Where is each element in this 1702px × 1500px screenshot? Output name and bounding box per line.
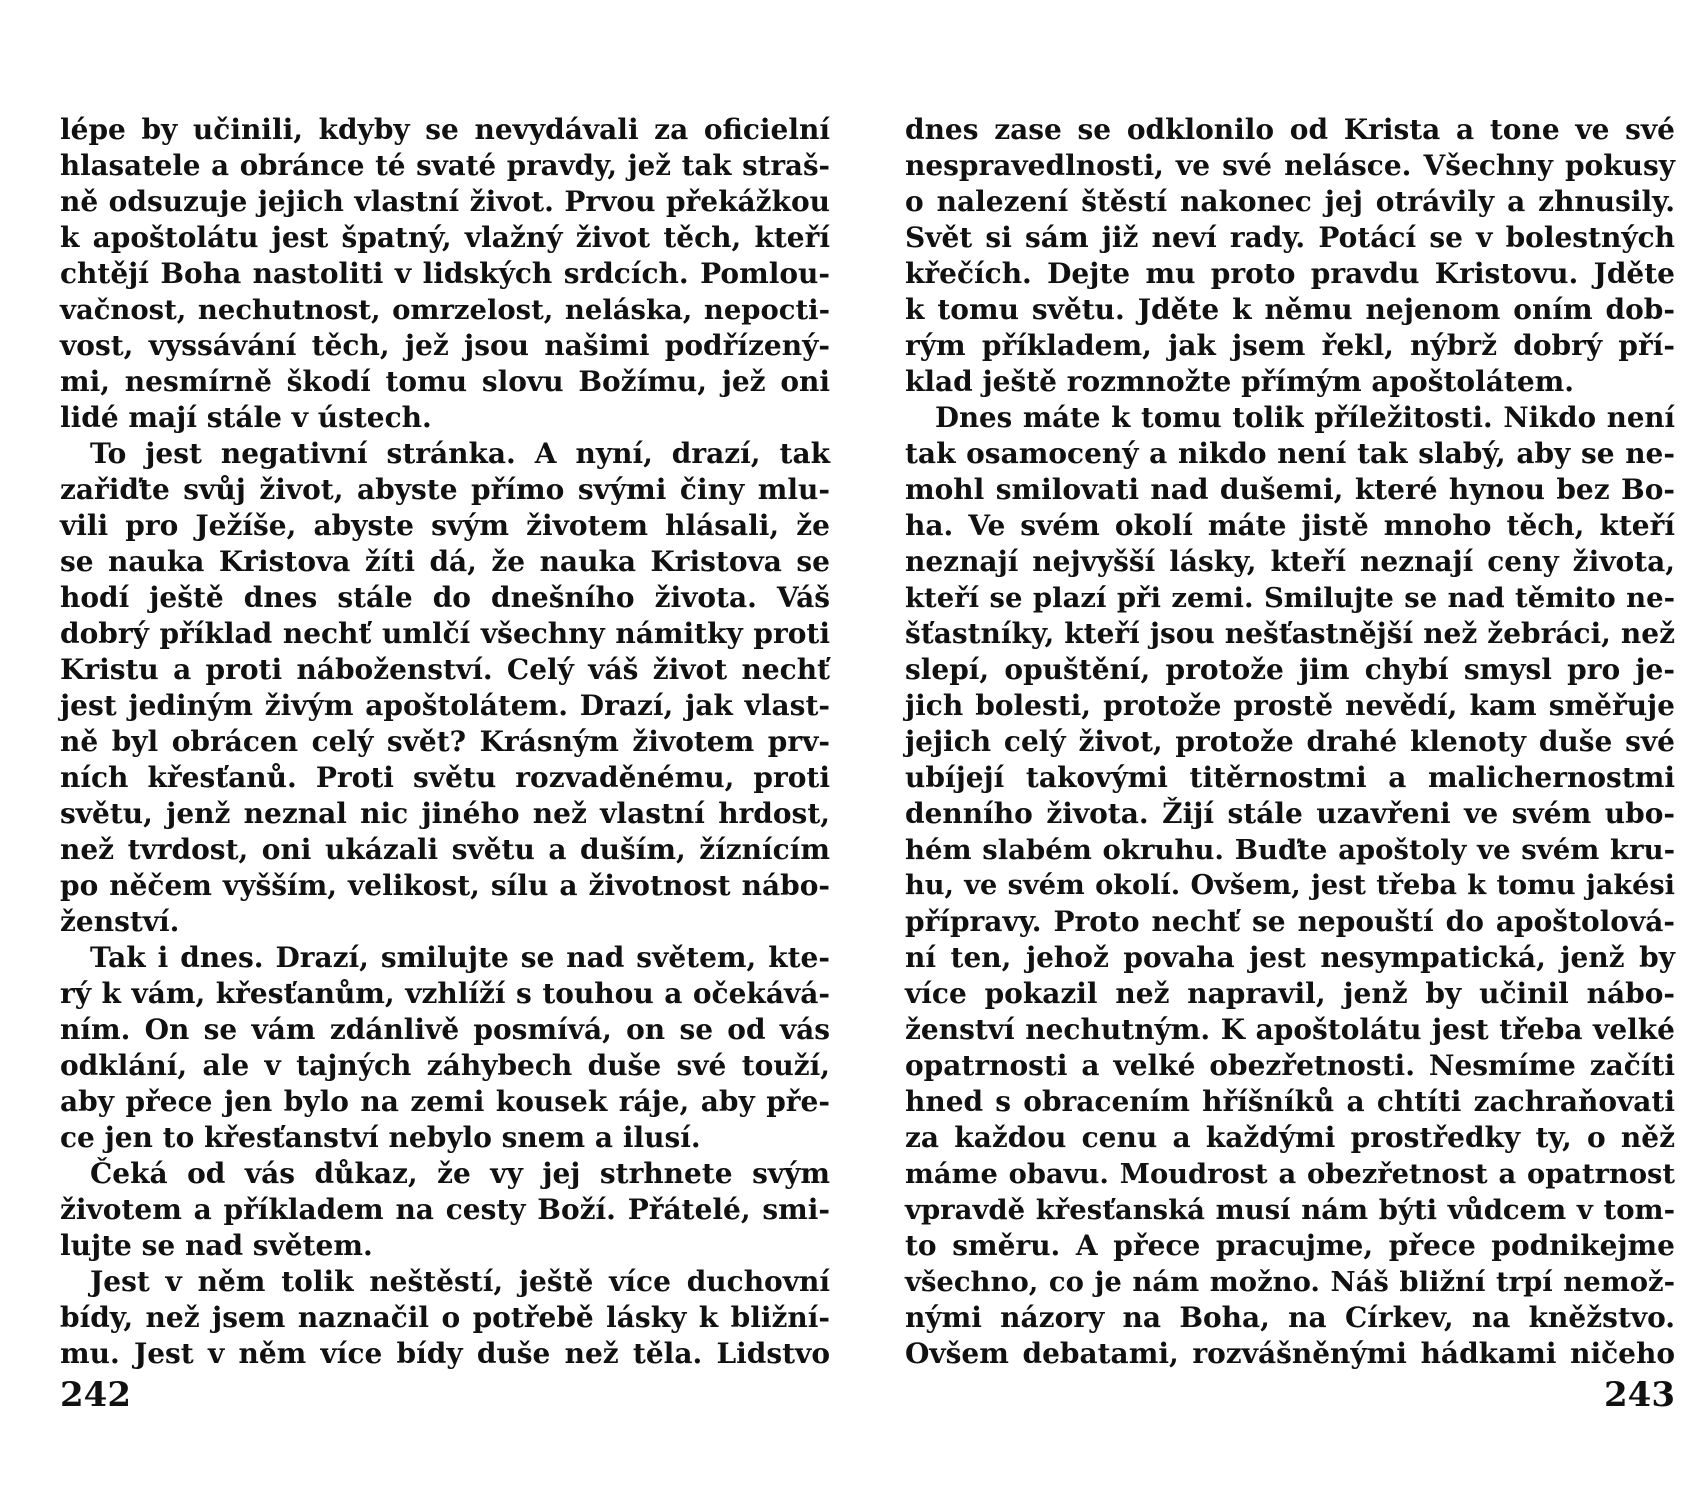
text-line: vost, vyssávání těch, jež jsou našimi podřízený- [60, 329, 830, 362]
text-line: za každou cenu a každými prostředky ty, o něž [905, 1121, 1675, 1154]
right-page-number: 243 [1604, 1375, 1675, 1415]
text-line: klad ještě rozmnožte přímým apoštolátem. [905, 365, 1575, 398]
text-line: ženství nechutným. K apoštolátu jest třeba velké [905, 1013, 1675, 1046]
text-line: mu. Jest v něm více bídy duše než těla. Lidstvo [60, 1337, 830, 1370]
text-line: ženství. [60, 905, 180, 938]
text-line: jejich celý život, protože drahé klenoty duše své [905, 725, 1675, 758]
text-line: mohl smilovati nad dušemi, které hynou bez Bo- [905, 473, 1675, 506]
text-line: světu, jenž neznal nic jiného než vlastní hrdost, [60, 797, 830, 830]
left-page-number: 242 [60, 1375, 131, 1415]
text-line: jich bolesti, protože prostě nevědí, kam směřuje [905, 689, 1675, 722]
text-line: lépe by učinili, kdyby se nevydávali za oficielní [60, 113, 830, 146]
text-line: lidé mají stále v ústech. [60, 401, 432, 434]
text-line: tak osamocený a nikdo není tak slabý, aby se ne- [905, 437, 1675, 470]
text-line: Jest v něm tolik neštěstí, ještě více duchovní [90, 1265, 830, 1298]
text-line: ně odsuzuje jejich vlastní život. Prvou překážkou [60, 185, 830, 218]
text-line: jest jediným živým apoštolátem. Drazí, jak vlast- [60, 689, 830, 722]
text-line: k apoštolátu jest špatný, vlažný život těch, kteří [60, 221, 830, 254]
text-line: bídy, než jsem naznačil o potřebě lásky k bližní- [60, 1301, 830, 1334]
text-line: Ovšem debatami, rozvášněnými hádkami ničeho [905, 1337, 1675, 1370]
text-line: Dnes máte k tomu tolik příležitosti. Nikdo není [935, 401, 1675, 434]
text-line: k tomu světu. Jděte k němu nejenom oním dob- [905, 293, 1675, 326]
text-line: o nalezení štěstí nakonec jej otrávily a zhnusily. [905, 185, 1675, 218]
text-line: šťastníky, kteří jsou nešťastnější než žebráci, než [905, 617, 1675, 650]
text-line: aby přece jen bylo na zemi kousek ráje, aby pře- [60, 1085, 830, 1118]
text-line: ha. Ve svém okolí máte jistě mnoho těch, kteří [905, 509, 1675, 542]
text-line: hém slabém okruhu. Buďte apoštoly ve svém kru- [905, 834, 1675, 866]
text-line: zařiďte svůj život, abyste přímo svými činy mlu- [60, 473, 830, 506]
left-page [60, 112, 830, 1415]
text-line: dobrý příklad nechť umlčí všechny námitky proti [60, 617, 830, 650]
text-line: chtějí Boha nastoliti v lidských srdcích. Pomlou- [60, 257, 830, 290]
text-line: nými názory na Boha, na Církev, na kněžstvo. [905, 1301, 1675, 1334]
text-line: kteří se plazí při zemi. Smilujte se nad těmito ne- [905, 582, 1675, 614]
text-line: Kristu a proti náboženství. Celý váš život nechť [60, 653, 830, 686]
text-line: odklání, ale v tajných záhybech duše své touží, [60, 1049, 830, 1082]
text-line: dnes zase se odklonilo od Krista a tone ve své [905, 113, 1675, 146]
text-line: ních křesťanů. Proti světu rozvaděnému, proti [60, 761, 830, 794]
text-line: slepí, opuštění, protože jim chybí smysl pro je- [905, 653, 1675, 686]
text-line: Čeká od vás důkaz, že vy jej strhnete svým [90, 1157, 830, 1190]
text-line: vili pro Ježíše, abyste svým životem hlásali, že [60, 509, 830, 542]
text-line: ní ten, jehož povaha jest nesympatická, jenž by [905, 941, 1675, 974]
text-line: ně byl obrácen celý svět? Krásným životem prv- [60, 725, 830, 758]
text-line: lujte se nad světem. [60, 1229, 373, 1262]
text-line: Svět si sám již neví rady. Potácí se v bolestných [905, 221, 1675, 254]
text-line: opatrnosti a velké obezřetnosti. Nesmíme začíti [905, 1049, 1675, 1082]
text-line: To jest negativní stránka. A nyní, drazí, tak [90, 437, 830, 470]
text-line: vačnost, nechutnost, omrzelost, neláska, nepocti- [60, 294, 830, 326]
text-line: Tak i dnes. Drazí, smilujte se nad světem, kte- [90, 941, 830, 974]
right-page-text [905, 112, 1675, 1370]
text-line: ním. On se vám zdánlivě posmívá, on se od vás [60, 1013, 830, 1046]
text-line: po něčem vyšším, velikost, sílu a životnost nábo- [60, 869, 830, 902]
text-line: máme obavu. Moudrost a obezřetnost a opatrnost [905, 1158, 1675, 1190]
text-line: přípravy. Proto nechť se nepouští do apoštolová- [905, 905, 1675, 938]
text-line: hlasatele a obránce té svaté pravdy, jež tak straš- [60, 149, 830, 182]
text-line: ubíjejí takovými titěrnostmi a malichernostmi [905, 761, 1675, 794]
text-line: se nauka Kristova žíti dá, že nauka Kristova se [60, 545, 830, 578]
right-page [905, 112, 1675, 1415]
text-line: hodí ještě dnes stále do dnešního života. Váš [60, 581, 830, 614]
text-line: hned s obracením hříšníků a chtíti zachraňovati [905, 1085, 1675, 1118]
text-line: to směru. A přece pracujme, přece podnikejme [905, 1229, 1675, 1262]
text-line: hu, ve svém okolí. Ovšem, jest třeba k tomu jakési [905, 870, 1675, 901]
text-line: více pokazil než napravil, jenž by učinil nábo- [905, 977, 1675, 1010]
text-line: mi, nesmírně škodí tomu slovu Božímu, jež oni [60, 365, 830, 398]
left-page-text [60, 112, 830, 1370]
text-line: neznají nejvyšší lásky, kteří neznají ceny života, [905, 545, 1675, 578]
text-line: životem a příkladem na cesty Boží. Přátelé, smi- [60, 1193, 830, 1226]
text-line: křečích. Dejte mu proto pravdu Kristovu. Jděte [905, 257, 1675, 290]
text-line: než tvrdost, oni ukázali světu a duším, žíznícím [60, 833, 830, 866]
text-line: všechno, co je nám možno. Náš bližní trpí nemož- [905, 1266, 1675, 1298]
text-line: denního života. Žijí stále uzavřeni ve svém ubo- [905, 797, 1675, 830]
text-line: rý k vám, křesťanům, vzhlíží s touhou a očekává- [60, 977, 830, 1010]
text-line: ce jen to křesťanství nebylo snem a ilusí. [60, 1121, 701, 1154]
text-line: vpravdě křesťanská musí nám býti vůdcem v tom- [905, 1194, 1675, 1226]
text-line: nespravedlnosti, ve své nelásce. Všechny pokusy [905, 149, 1675, 182]
text-line: rým příkladem, jak jsem řekl, nýbrž dobrý pří- [905, 329, 1675, 362]
